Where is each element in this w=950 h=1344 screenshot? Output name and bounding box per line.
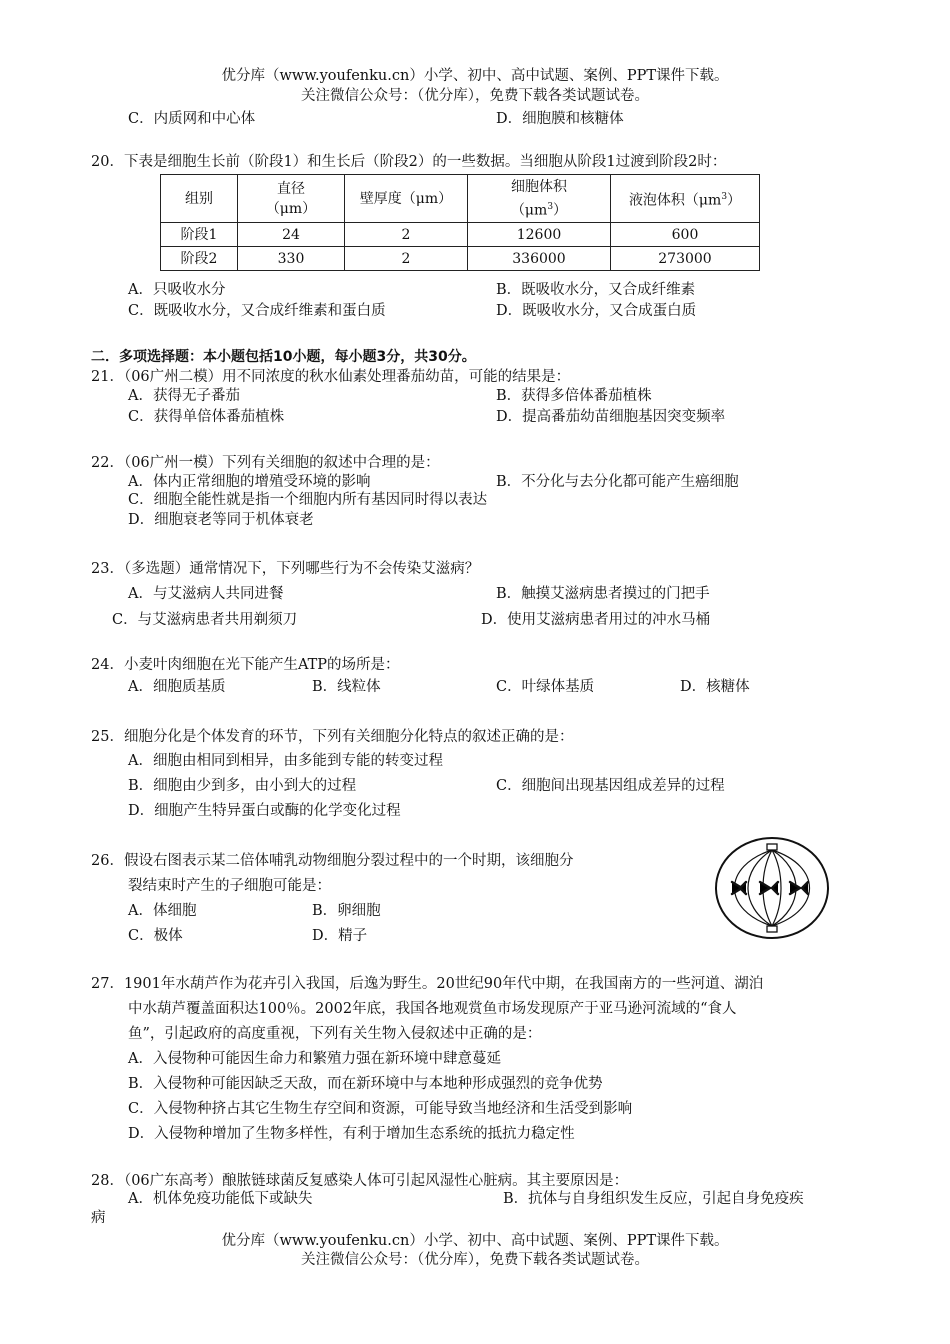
q21-option-c: C．获得单倍体番茄植株 (128, 409, 285, 425)
row2-diameter: 330 (238, 247, 345, 271)
q26-stem-line-2: 裂结束时产生的子细胞可能是： (128, 878, 331, 894)
q22-option-a: A．体内正常细胞的增殖受环境的影响 (128, 474, 371, 490)
q27-line-1: 27．1901年水葫芦作为花卉引入我国，后逸为野生。20世纪90年代中期，在我国南方的一些河道、湖泊 (91, 976, 764, 992)
q19-option-c: C．内质网和中心体 (128, 111, 256, 127)
header-diameter-label: 直径 (277, 180, 305, 197)
header-wall: 壁厚度（μm） (345, 175, 468, 223)
row2-group: 阶段2 (161, 247, 238, 271)
q26-option-c: C．极体 (128, 928, 183, 944)
q27-line-2: 中水葫芦覆盖面积达100％。2002年底，我国各地观赏鱼市场发现原产于亚马逊河流域的“食人 (128, 1001, 737, 1017)
q25-option-a: A．细胞由相同到相异，由多能到专能的转变过程 (128, 753, 443, 769)
header-cell-volume-unit: $(\mu m^3)$ (510, 201, 568, 219)
q27-line-3: 鱼”，引起政府的高度重视，下列有关生物入侵叙述中正确的是： (128, 1026, 542, 1042)
q24-option-c: C．叶绿体基质 (496, 679, 595, 695)
chromosomes (732, 882, 808, 894)
q20-option-a: A．只吸收水分 (128, 282, 226, 298)
row2-wall: 2 (345, 247, 468, 271)
header-diameter (238, 175, 345, 223)
q20-option-c: C．既吸收水分，又合成纤维素和蛋白质 (128, 303, 386, 319)
q21-option-a: A．获得无子番茄 (128, 388, 240, 404)
q27-option-a: A．入侵物种可能因生命力和繁殖力强在新环境中肆意蔓延 (128, 1051, 501, 1067)
header-line-1: 优分库（www.youfenku.cn）小学、初中、高中试题、案例、PPT课件下载。 (221, 68, 729, 84)
q25-option-b: B．细胞由少到多，由小到大的过程 (128, 778, 357, 794)
header-group: 组别 (161, 175, 238, 223)
q24-stem: 24．小麦叶肉细胞在光下能产生ATP的场所是： (91, 657, 400, 673)
q22-option-c: C．细胞全能性就是指一个细胞内所有基因同时得以表达 (128, 492, 488, 508)
q24-option-d: D．核糖体 (680, 679, 750, 695)
q22-option-d: D．细胞衰老等同于机体衰老 (128, 512, 314, 528)
centrosome-bottom (767, 926, 777, 932)
q20-option-b: B．既吸收水分，又合成纤维素 (496, 282, 696, 298)
q25-option-d: D．细胞产生特异蛋白或酶的化学变化过程 (128, 803, 401, 819)
q27-option-c: C．入侵物种挤占其它生物生存空间和资源，可能导致当地经济和生活受到影响 (128, 1101, 633, 1117)
row2-cell-volume: 336000 (468, 247, 611, 271)
q23-option-d: D．使用艾滋病患者用过的冲水马桶 (481, 612, 711, 628)
table-header-row (161, 175, 760, 223)
q28-option-b: B．抗体与自身组织发生反应，引起自身免疫疾 (503, 1191, 804, 1207)
q21-stem: 21．（06广州二模）用不同浓度的秋水仙素处理番茄幼苗，可能的结果是： (91, 369, 571, 385)
q24-option-a: A．细胞质基质 (128, 679, 226, 695)
row2-vacuole: 273000 (611, 247, 760, 271)
q26-stem-line-1: 26．假设右图表示某二倍体哺乳动物细胞分裂过程中的一个时期，该细胞分 (91, 853, 574, 869)
q26-option-d: D．精子 (312, 928, 368, 944)
cell-division-figure (712, 836, 832, 946)
header-line-2: 关注微信公众号：（优分库），免费下载各类试题试卷。 (301, 88, 649, 104)
q24-option-b: B．线粒体 (312, 679, 381, 695)
header-diameter-unit: （μm） (265, 200, 317, 217)
q23-option-c: C．与艾滋病患者共用剃须刀 (112, 612, 298, 628)
q21-option-d: D．提高番茄幼苗细胞基因突变频率 (496, 409, 726, 425)
q28-stem: 28．（06广东高考）酿脓链球菌反复感染人体可引起风湿性心脏病。其主要原因是： (91, 1173, 629, 1189)
table-row (161, 247, 760, 271)
q28-option-a: A．机体免疫功能低下或缺失 (128, 1191, 313, 1207)
row1-vacuole: 600 (611, 223, 760, 247)
q27-option-d: D．入侵物种增加了生物多样性，有利于增加生态系统的抵抗力稳定性 (128, 1126, 575, 1142)
row1-diameter: 24 (238, 223, 345, 247)
q27-option-b: B．入侵物种可能因缺乏天敌，而在新环境中与本地种形成强烈的竞争优势 (128, 1076, 603, 1092)
header-vacuole: 液泡体积$(\mu m^3)$ (611, 175, 760, 223)
q19-option-d: D．细胞膜和核糖体 (496, 111, 624, 127)
q25-stem: 25．细胞分化是个体发育的环节，下列有关细胞分化特点的叙述正确的是： (91, 729, 574, 745)
q20-stem: 20．下表是细胞生长前（阶段1）和生长后（阶段2）的一些数据。当细胞从阶段1过渡到阶段2时： (91, 154, 727, 170)
row1-wall: 2 (345, 223, 468, 247)
q22-stem: 22．（06广州一模）下列有关细胞的叙述中合理的是： (91, 455, 440, 471)
q22-option-b: B．不分化与去分化都可能产生癌细胞 (496, 474, 739, 490)
q20-data-table (160, 174, 760, 271)
header-cell-volume (468, 175, 611, 223)
q25-option-c: C．细胞间出现基因组成差异的过程 (496, 778, 725, 794)
q23-stem: 23．（多选题）通常情况下，下列哪些行为不会传染艾滋病？ (91, 561, 480, 577)
footer-line-1: 优分库（www.youfenku.cn）小学、初中、高中试题、案例、PPT课件下载。 (221, 1233, 729, 1249)
q28-option-b-wrap: 病 (91, 1210, 106, 1226)
q23-option-b: B．触摸艾滋病患者摸过的门把手 (496, 586, 710, 602)
q21-option-b: B．获得多倍体番茄植株 (496, 388, 652, 404)
q26-option-b: B．卵细胞 (312, 903, 381, 919)
q20-option-d: D．既吸收水分，又合成蛋白质 (496, 303, 697, 319)
row1-group: 阶段1 (161, 223, 238, 247)
section-2-title: 二．多项选择题：本小题包括10小题，每小题3分，共30分。 (91, 349, 476, 365)
table-row (161, 223, 760, 247)
centrosome-top (767, 844, 777, 850)
row1-cell-volume: 12600 (468, 223, 611, 247)
footer-line-2: 关注微信公众号：（优分库），免费下载各类试题试卷。 (301, 1252, 649, 1268)
q23-option-a: A．与艾滋病人共同进餐 (128, 586, 284, 602)
header-cell-volume-label: 细胞体积 (511, 178, 567, 195)
q26-option-a: A．体细胞 (128, 903, 197, 919)
